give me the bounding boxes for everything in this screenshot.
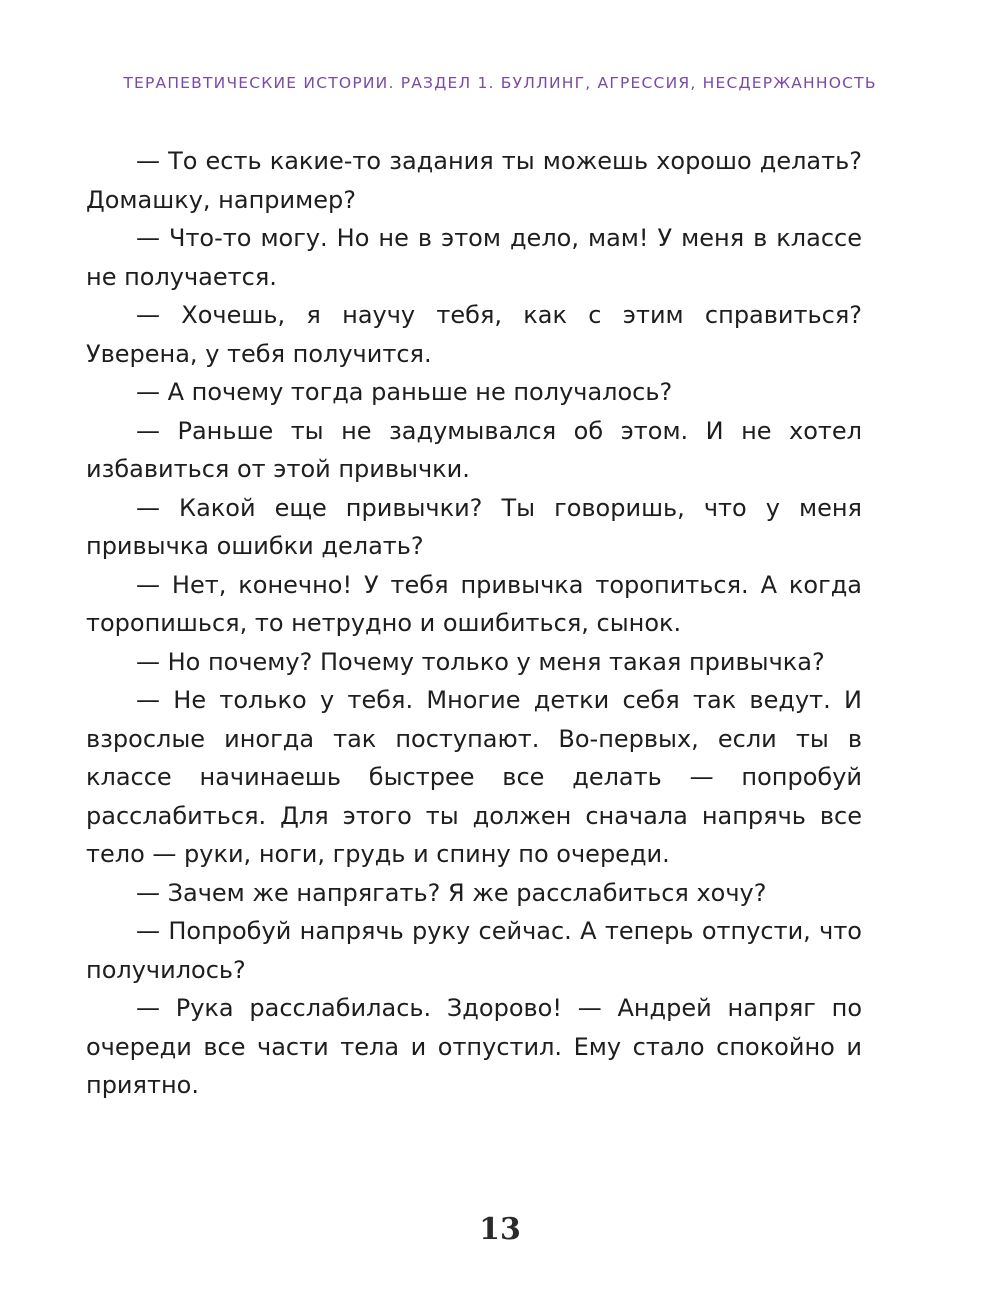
paragraph: — То есть какие-то задания ты можешь хорошо делать? Домашку, например? <box>86 147 862 214</box>
paragraph: — Не только у тебя. Многие детки себя так ведут. И взрослые иногда так поступают. Во-первых, если ты в классе начинаешь быстрее все делать — попробуй расслабиться. Для этого ты должен сначала напрячь все тело — руки, ноги, грудь и спину по очереди. <box>86 686 862 868</box>
paragraph: — Попробуй напрячь руку сейчас. А теперь отпусти, что получилось? <box>86 917 862 984</box>
paragraph: — Раньше ты не задумывался об этом. И не хотел избавиться от этой привычки. <box>86 416 862 483</box>
paragraph: — Что-то могу. Но не в этом дело, мам! У меня в классе не получается. <box>86 224 862 291</box>
paragraph: — Нет, конечно! У тебя привычка торопиться. А когда торопишься, то нетрудно и ошибиться, сынок. <box>86 570 862 637</box>
paragraph: — Какой еще привычки? Ты говоришь, что у меня привычка ошибки делать? <box>86 493 862 560</box>
paragraph: — Зачем же напрягать? Я же расслабиться хочу? <box>136 878 767 907</box>
paragraph: — Рука расслабилась. Здорово! — Андрей напряг по очереди все части тела и отпустил. Ему стало спокойно и приятно. <box>86 994 862 1099</box>
paragraph: — Хочешь, я научу тебя, как с этим справиться? Уверена, у тебя получится. <box>86 301 862 368</box>
paragraph: — А почему тогда раньше не получалось? <box>136 378 673 406</box>
paragraph: — Но почему? Почему только у меня такая привычка? <box>136 647 825 676</box>
running-header: ТЕРАПЕВТИЧЕСКИЕ ИСТОРИИ. РАЗДЕЛ 1. БУЛЛИНГ, АГРЕССИЯ, НЕСДЕРЖАННОСТЬ <box>123 74 877 92</box>
page-number: 13 <box>479 1212 521 1247</box>
story-text <box>86 142 862 1105</box>
